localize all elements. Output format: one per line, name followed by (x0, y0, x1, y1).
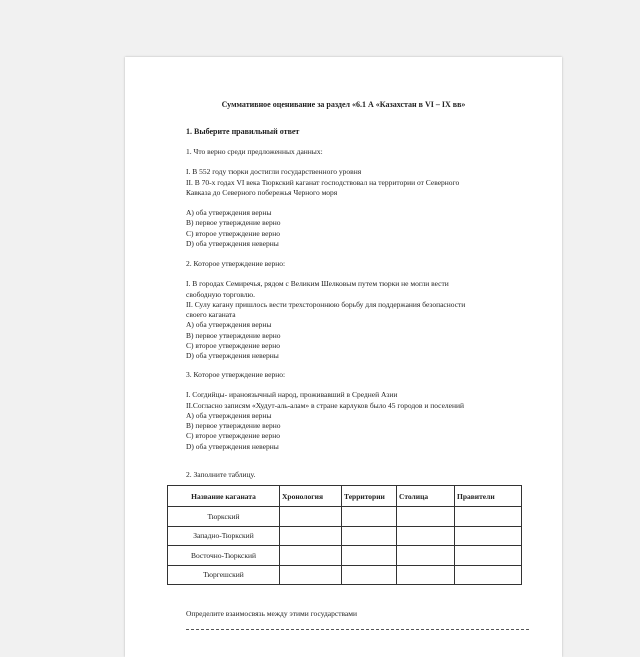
question-text: 3. Которое утверждение верно: (186, 370, 286, 379)
answer-option: D) оба утверждения неверны (186, 239, 279, 249)
table-cell[interactable] (342, 546, 397, 566)
table-cell[interactable] (342, 565, 397, 585)
statement: II.Согласно записям «Худут-аль-алам» в стране карлуков было 45 городов и поселений (186, 400, 465, 410)
question-1 (186, 147, 531, 249)
table-row (168, 546, 522, 566)
column-header: Правители (455, 486, 522, 507)
statement: свободную торговлю. (186, 289, 255, 299)
answer-option: D) оба утверждения неверны (186, 441, 279, 451)
answer-option: B) первое утверждение верно (186, 218, 281, 228)
table-header-row (168, 486, 522, 507)
answer-option: A) оба утверждения верны (186, 208, 272, 218)
table-cell[interactable] (455, 565, 522, 585)
section-heading: 1. Выберите правильный ответ (186, 127, 300, 136)
table-cell[interactable] (280, 526, 342, 546)
table-cell[interactable] (455, 507, 522, 527)
kaganate-name: Восточно-Тюркский (168, 546, 280, 566)
answer-option: A) оба утверждения верны (186, 410, 272, 420)
answer-option: B) первое утверждение верно (186, 330, 281, 340)
table-cell[interactable] (342, 526, 397, 546)
statement: II. Сулу кагану пришлось вести трехстороннюю борьбу для поддержания безопасности (186, 299, 466, 309)
answer-option: C) второе утверждение верно (186, 431, 280, 441)
table-cell[interactable] (455, 546, 522, 566)
document-page (125, 57, 562, 657)
statement: Кавказа до Северного побережья Черного моря (186, 187, 338, 197)
table-cell[interactable] (397, 565, 455, 585)
statement: I. Согдийцы- ираноязычный народ, проживавший в Средней Азии (186, 390, 398, 400)
statement: I. В 552 году тюрки достигли государственного уровня (186, 167, 362, 177)
table-cell[interactable] (397, 546, 455, 566)
column-header: Столица (397, 486, 455, 507)
answer-option: C) второе утверждение верно (186, 341, 280, 351)
table-cell[interactable] (280, 546, 342, 566)
statement: II. В 70-х годах VI века Тюркский каганат господствовал на территории от Северного (186, 177, 460, 187)
statement: I. В городах Семиречья, рядом с Великим Шелковым путем тюрки не могли вести (186, 279, 449, 289)
answer-option: C) второе утверждение верно (186, 228, 280, 238)
kaganate-table (167, 485, 522, 585)
answer-line[interactable] (186, 629, 529, 630)
question-text: 1. Что верно среди предложенных данных: (186, 147, 323, 156)
statement: своего каганата (186, 310, 236, 320)
table-row (168, 526, 522, 546)
table-row (168, 565, 522, 585)
table-cell[interactable] (342, 507, 397, 527)
document-title: Суммативное оценивание за раздел «6.1 А «Казахстан в VI – IX вв» (221, 100, 466, 109)
question-2 (186, 259, 531, 362)
task-2-label: 2. Заполните таблицу. (186, 470, 256, 479)
question-3 (186, 370, 531, 452)
table-cell[interactable] (397, 507, 455, 527)
kaganate-name: Западно-Тюркский (168, 526, 280, 546)
kaganate-name: Тюргешский (168, 565, 280, 585)
table-cell[interactable] (397, 526, 455, 546)
relationship-question: Определите взаимосвязь между этими государствами (186, 609, 358, 618)
answer-option: D) оба утверждения неверны (186, 351, 279, 361)
kaganate-name: Тюркский (168, 507, 280, 527)
table-row (168, 507, 522, 527)
column-header: Хронология (280, 486, 342, 507)
table-cell[interactable] (455, 526, 522, 546)
table-cell[interactable] (280, 507, 342, 527)
column-header: Название каганата (168, 486, 280, 507)
answer-option: B) первое утверждение верно (186, 421, 281, 431)
question-text: 2. Которое утверждение верно: (186, 259, 286, 268)
answer-option: A) оба утверждения верны (186, 320, 272, 330)
column-header: Территории (342, 486, 397, 507)
table-cell[interactable] (280, 565, 342, 585)
